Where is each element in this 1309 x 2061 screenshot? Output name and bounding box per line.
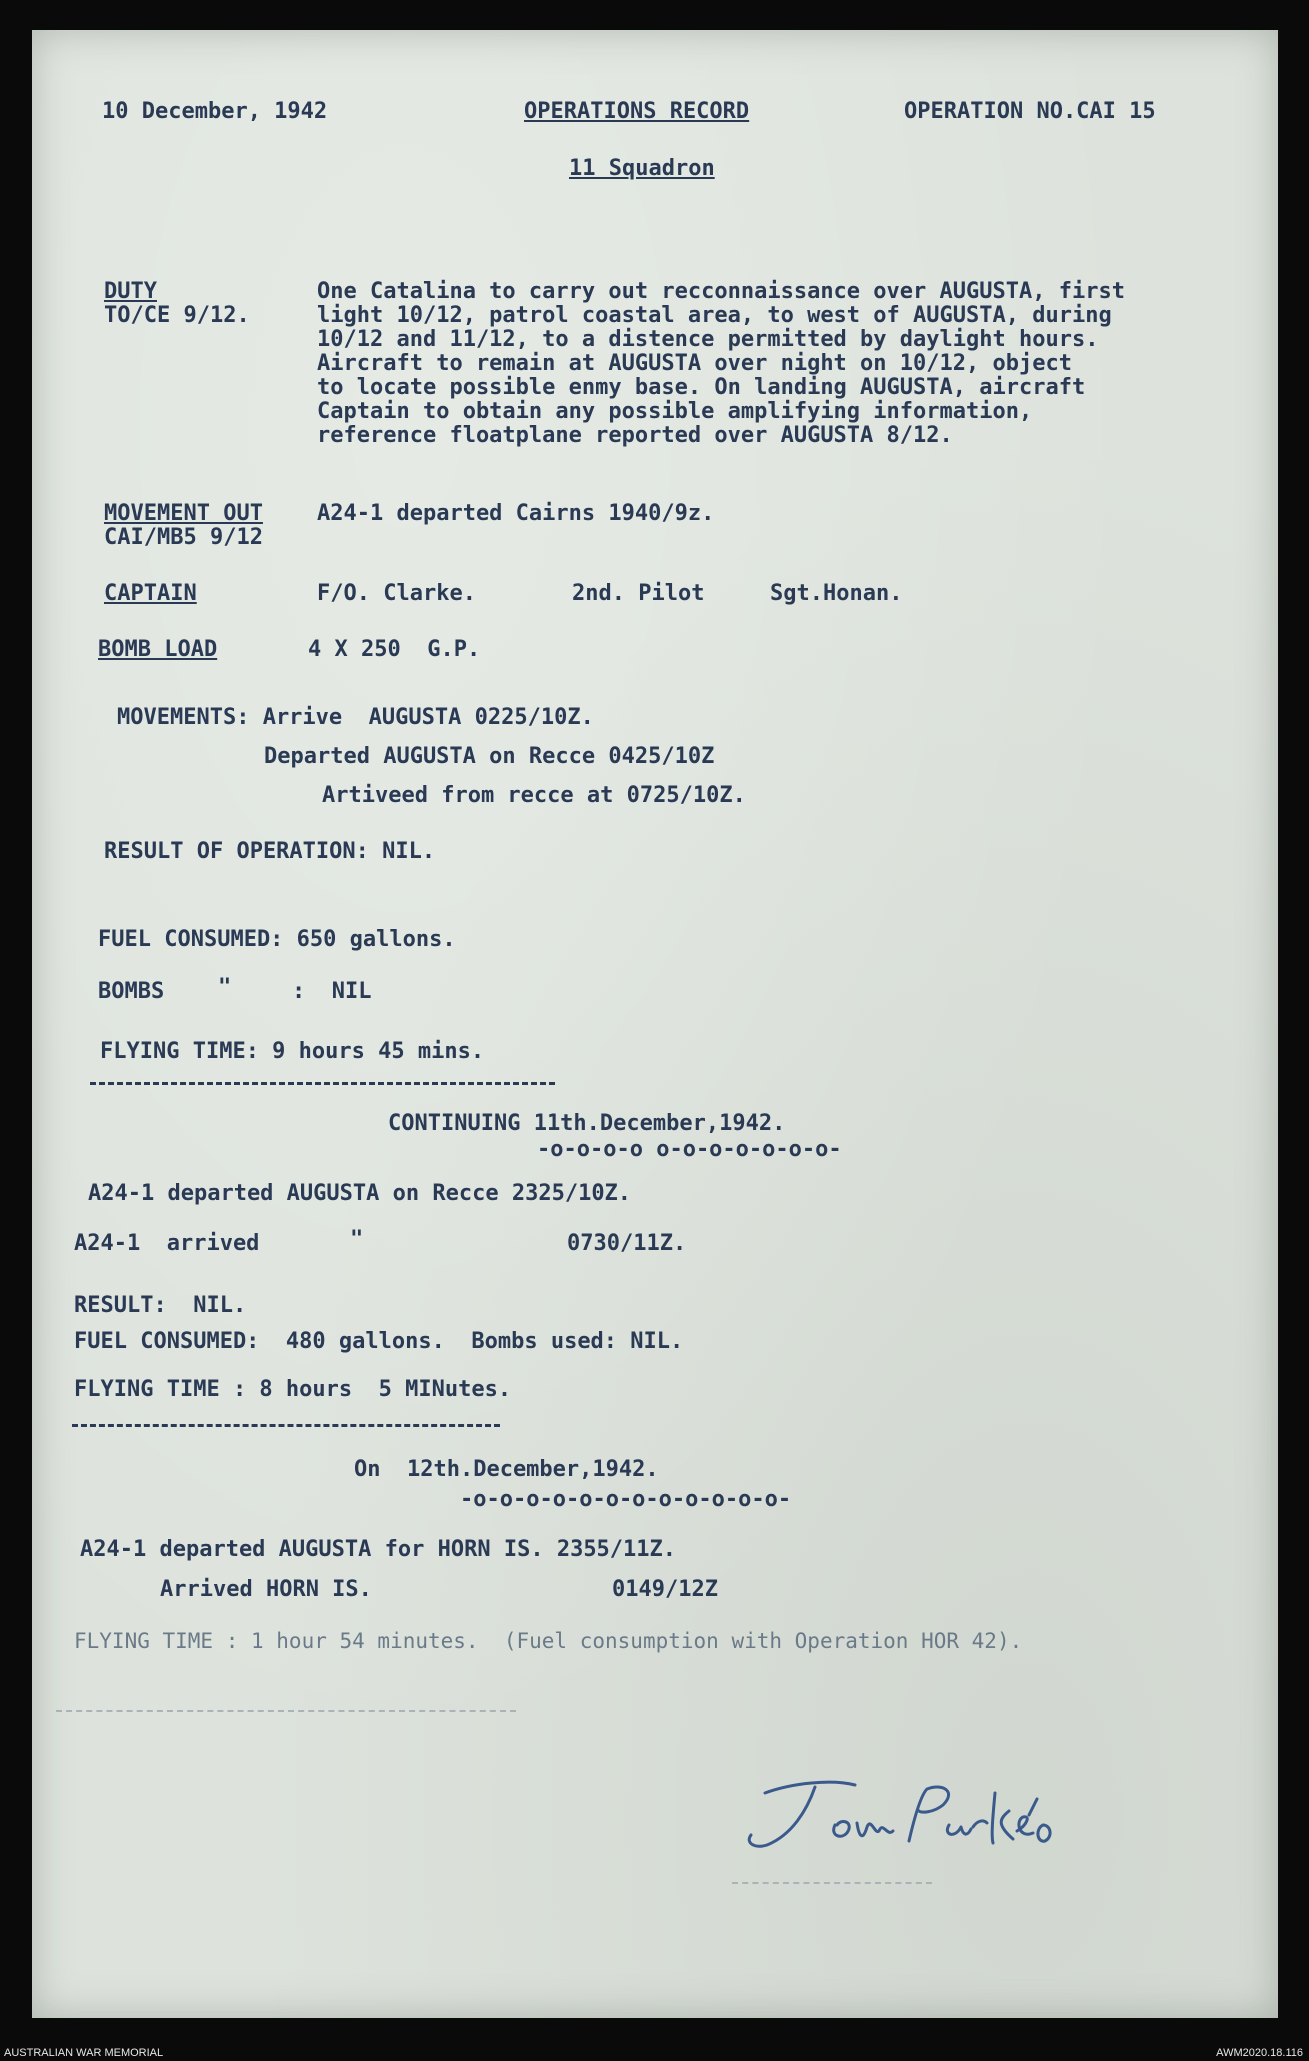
twelfth-departed: A24-1 departed AUGUSTA for HORN IS. 2355/11Z. bbox=[80, 1537, 677, 1562]
duty-label-ref: TO/CE 9/12. bbox=[104, 303, 250, 328]
record-title: OPERATIONS RECORD bbox=[524, 99, 750, 124]
bomb-load-value: 4 X 250 G.P. bbox=[308, 637, 481, 662]
operation-number: OPERATION NO.CAI 15 bbox=[904, 99, 1156, 124]
duty-label: DUTY bbox=[104, 279, 157, 304]
movements-arrived-recce: Artiveed from recce at 0725/10Z. bbox=[322, 783, 746, 808]
flying-time: FLYING TIME: 9 hours 45 mins. bbox=[100, 1039, 485, 1064]
duty-line: 10/12 and 11/12, to a distence permitted by daylight hours. bbox=[317, 327, 1099, 352]
document-page bbox=[32, 30, 1278, 2018]
operation-result: RESULT OF OPERATION: NIL. bbox=[104, 839, 436, 864]
signature-line bbox=[732, 1882, 932, 1884]
ditto-mark: " bbox=[350, 1227, 364, 1252]
footer-right: AWM2020.18.116 bbox=[1216, 2047, 1303, 2059]
movement-out-label: MOVEMENT OUT bbox=[104, 501, 263, 526]
ditto-mark: " bbox=[218, 975, 232, 1000]
ornament-line: -o-o-o-o o-o-o-o-o-o-o- bbox=[537, 1137, 842, 1162]
duty-line: light 10/12, patrol coastal area, to west of AUGUSTA, during bbox=[317, 303, 1112, 328]
duty-line: Captain to obtain any possible amplifying information, bbox=[317, 399, 1033, 424]
twelfth-flying-time: FLYING TIME : 1 hour 54 minutes. (Fuel consumption with Operation HOR 42). bbox=[74, 1629, 1023, 1653]
footer-left: AUSTRALIAN WAR MEMORIAL bbox=[4, 2047, 164, 2059]
twelfth-heading: On 12th.December,1942. bbox=[354, 1457, 659, 1482]
captain-label: CAPTAIN bbox=[104, 581, 197, 606]
continuing-arrived-label: A24-1 arrived bbox=[74, 1231, 260, 1256]
continuing-arrived-time: 0730/11Z. bbox=[567, 1231, 687, 1256]
movements-arrive: MOVEMENTS: Arrive AUGUSTA 0225/10Z. bbox=[117, 705, 594, 730]
continuing-result: RESULT: NIL. bbox=[74, 1293, 247, 1318]
bombs-value: : NIL bbox=[292, 979, 372, 1004]
continuing-flying-time: FLYING TIME : 8 hours 5 MINutes. bbox=[74, 1377, 512, 1402]
continuing-fuel: FUEL CONSUMED: 480 gallons. Bombs used: NIL. bbox=[74, 1329, 684, 1354]
captain-name: F/O. Clarke. bbox=[317, 581, 476, 606]
bombs-label: BOMBS bbox=[98, 979, 165, 1004]
record-date: 10 December, 1942 bbox=[102, 99, 328, 124]
faint-divider bbox=[56, 1710, 516, 1712]
duty-line: Aircraft to remain at AUGUSTA over night on 10/12, object bbox=[317, 351, 1072, 376]
movement-out-text: A24-1 departed Cairns 1940/9z. bbox=[317, 501, 715, 526]
duty-line: One Catalina to carry out recconnaissance over AUGUSTA, first bbox=[317, 279, 1125, 304]
duty-line: reference floatplane reported over AUGUSTA 8/12. bbox=[317, 423, 953, 448]
continuing-heading: CONTINUING 11th.December,1942. bbox=[388, 1111, 786, 1136]
section-divider bbox=[72, 1424, 500, 1427]
twelfth-arrived-time: 0149/12Z bbox=[612, 1577, 718, 1602]
duty-line: to locate possible enmy base. On landing AUGUSTA, aircraft bbox=[317, 375, 1086, 400]
second-pilot-name: Sgt.Honan. bbox=[770, 581, 903, 606]
squadron-name: 11 Squadron bbox=[569, 156, 715, 181]
bomb-load-label: BOMB LOAD bbox=[98, 637, 218, 662]
movements-departed: Departed AUGUSTA on Recce 0425/10Z bbox=[264, 744, 715, 769]
continuing-departed: A24-1 departed AUGUSTA on Recce 2325/10Z. bbox=[88, 1181, 632, 1206]
twelfth-arrived-label: Arrived HORN IS. bbox=[160, 1577, 372, 1602]
fuel-consumed: FUEL CONSUMED: 650 gallons. bbox=[98, 927, 456, 952]
movement-out-ref: CAI/MB5 9/12 bbox=[104, 525, 263, 550]
handwritten-signature bbox=[737, 1765, 1057, 1865]
ornament-line: -o-o-o-o-o-o-o-o-o-o-o-o- bbox=[460, 1487, 792, 1512]
second-pilot-label: 2nd. Pilot bbox=[572, 581, 705, 606]
section-divider bbox=[90, 1082, 555, 1085]
